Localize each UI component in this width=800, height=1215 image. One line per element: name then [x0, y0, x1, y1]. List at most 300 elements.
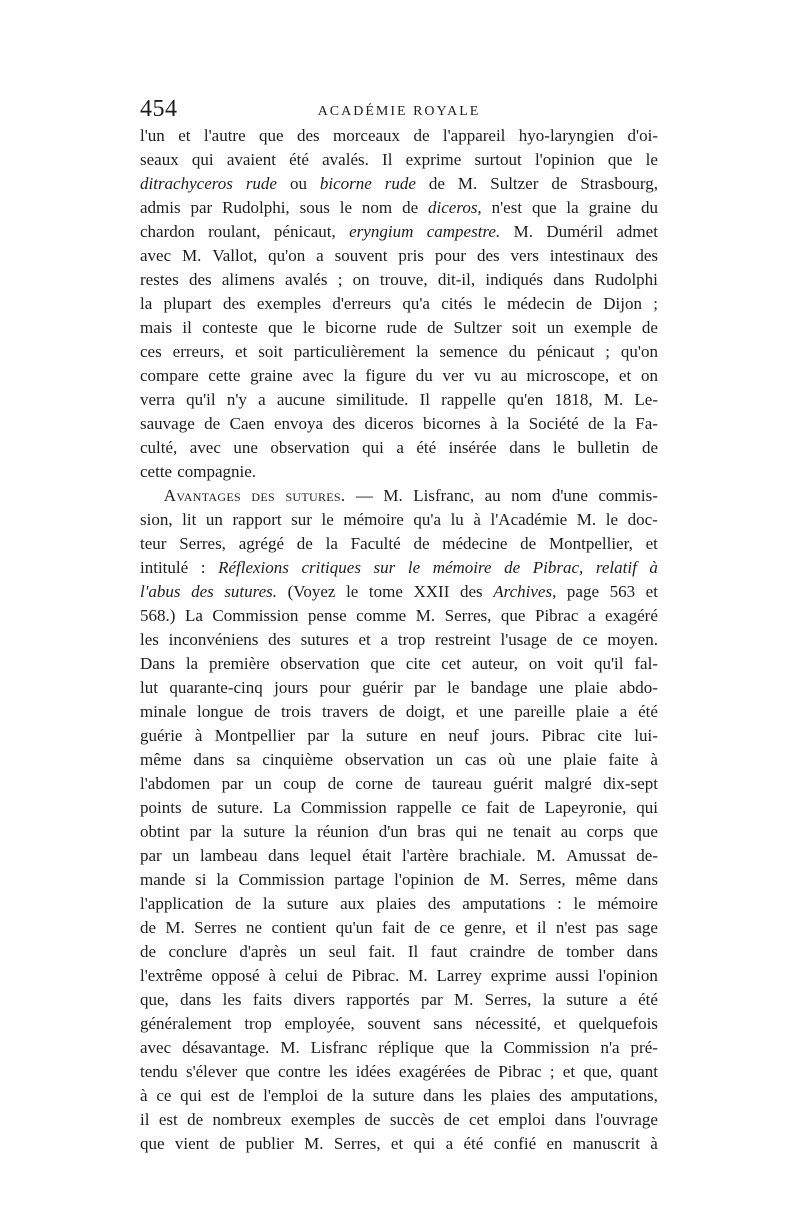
word: de [520, 534, 537, 553]
word: voit [556, 654, 584, 673]
word: ; [605, 342, 610, 361]
word: de [254, 702, 271, 721]
word: et [645, 582, 658, 601]
word: le [447, 678, 460, 697]
word: n'est [555, 918, 587, 937]
word: le [321, 510, 334, 529]
text-line [140, 292, 658, 316]
word: pré- [630, 1038, 658, 1057]
word: de [414, 918, 431, 937]
word: l'abdomen [140, 774, 211, 793]
word: d'oi- [627, 126, 658, 145]
word: verra [140, 390, 175, 409]
word: a [619, 990, 627, 1009]
word: avec [189, 438, 221, 457]
word: que, [140, 990, 169, 1009]
word: teur [140, 534, 167, 553]
word: que [633, 822, 658, 841]
word: de [427, 318, 444, 337]
word: alimens [221, 270, 275, 289]
word: de [413, 534, 430, 553]
word: il [537, 918, 547, 937]
word: obtint [140, 822, 180, 841]
word: d'erreurs [332, 294, 392, 313]
word: est [210, 1086, 230, 1105]
word: suture [366, 726, 408, 745]
word: rude [384, 174, 416, 193]
word: nom [361, 198, 393, 217]
word: bras [417, 822, 446, 841]
word: l'extrême [140, 966, 203, 985]
word: erreurs, [172, 342, 225, 361]
word: nom [511, 486, 542, 505]
word: souvent [367, 1014, 421, 1033]
word: n'a [600, 1038, 620, 1057]
body-text [140, 124, 658, 1156]
word: la [185, 654, 199, 673]
word: semence [439, 342, 498, 361]
word: cet [469, 1110, 489, 1129]
word: diceros [364, 414, 414, 433]
word: morceaux [333, 126, 401, 145]
text-line [140, 676, 658, 700]
word: l'opinion [598, 966, 658, 985]
word: admis [140, 198, 181, 217]
word: Caen [229, 414, 265, 433]
word: M. [457, 174, 478, 193]
word: réunion [316, 822, 369, 841]
word: des [427, 894, 451, 913]
word: de [187, 1110, 204, 1129]
word: nécessité, [475, 1014, 541, 1033]
word: est [158, 1110, 178, 1129]
word: sauvage [140, 414, 195, 433]
word: avaient [226, 150, 276, 169]
word: qui [191, 150, 214, 169]
word: Fa- [635, 414, 658, 433]
word: dans [626, 870, 658, 889]
word: Pibrac [541, 726, 586, 745]
word: moyen. [607, 630, 658, 649]
word: lui- [634, 726, 658, 745]
word: microscope, [526, 366, 610, 385]
word: Lapeyronie, [544, 798, 627, 817]
word: sutures [300, 630, 349, 649]
word: nombreux [212, 1110, 282, 1129]
word: XXII [413, 582, 450, 601]
word: ce [461, 798, 477, 817]
word: le [339, 198, 353, 217]
word: mémoire [432, 558, 492, 577]
word: M. [304, 1134, 324, 1153]
word: rapportés [346, 990, 410, 1009]
word: que [370, 654, 395, 673]
word: Archives, [493, 582, 557, 601]
word: exagéré [605, 606, 658, 625]
word: et [235, 342, 248, 361]
word: de [238, 1086, 255, 1105]
word: pas [595, 918, 619, 937]
word: 563 [609, 582, 636, 601]
word: par [307, 726, 330, 745]
word: à [650, 1134, 658, 1153]
text-line [140, 436, 658, 460]
word: ditrachyceros [140, 174, 233, 193]
word: et [358, 630, 371, 649]
word: corps [586, 822, 624, 841]
text-line [140, 1012, 658, 1036]
word: et [618, 366, 632, 385]
word: Rudolphi, [222, 198, 290, 217]
word: rude [386, 318, 417, 337]
word: particulièrement [293, 342, 406, 361]
word: faite [608, 750, 639, 769]
word: Pibrac [535, 606, 579, 625]
word: observation [270, 438, 350, 457]
word: La [273, 798, 291, 817]
word: Société [528, 414, 579, 433]
word: Dans [140, 654, 175, 673]
word: Larrey [436, 966, 482, 985]
word: dans [193, 750, 225, 769]
word: il [140, 1110, 150, 1129]
word: aucune [276, 390, 325, 409]
word: aux [340, 894, 365, 913]
word: l'Académie [490, 510, 568, 529]
word: M. [280, 1038, 300, 1057]
word: figure [365, 366, 406, 385]
word: observation [344, 750, 425, 769]
word: 568.) [140, 606, 176, 625]
word: que [268, 318, 293, 337]
word: Serres, [179, 534, 226, 553]
text-line [140, 724, 658, 748]
word: Duméril [546, 222, 604, 241]
text-line [140, 700, 658, 724]
word: Commission [300, 798, 387, 817]
word: trois [280, 702, 312, 721]
word: sur [373, 558, 396, 577]
word: Montpellier [214, 726, 296, 745]
word: emploi [498, 1110, 546, 1129]
word: par [420, 990, 443, 1009]
word: bicornes [423, 414, 481, 433]
word: cet [441, 654, 462, 673]
word: a [258, 390, 266, 409]
text-line [140, 220, 658, 244]
word: fait. [368, 942, 396, 961]
word: M. [165, 918, 185, 937]
word: : [557, 894, 562, 913]
word: conclure [168, 942, 227, 961]
word: La [184, 606, 203, 625]
word: vu [473, 366, 491, 385]
text-line [140, 844, 658, 868]
word: de [219, 1134, 236, 1153]
word: les [463, 1086, 482, 1105]
word: cette [140, 462, 173, 481]
word: cette [208, 366, 241, 385]
word: surtout [474, 150, 522, 169]
word: des [268, 630, 291, 649]
word: a [445, 1134, 454, 1153]
word: trop [397, 630, 426, 649]
word: Il [382, 150, 393, 169]
word: cinquième [262, 750, 334, 769]
word: un [254, 774, 272, 793]
word: sutures. [285, 486, 346, 505]
word: employée, [284, 1014, 355, 1033]
word: graine [588, 198, 632, 217]
word: Pibrac, [532, 558, 584, 577]
word: la [325, 534, 338, 553]
text-line [140, 580, 658, 604]
word: Avantages [163, 486, 241, 505]
word: n'y [226, 390, 247, 409]
word: a [316, 246, 324, 265]
word: seaux [140, 150, 179, 169]
word: : [200, 558, 206, 577]
word: qu'on [268, 246, 306, 265]
word: et [178, 126, 191, 145]
word: sa [236, 750, 251, 769]
word: lit [182, 510, 197, 529]
word: de [140, 918, 157, 937]
word: divers [293, 990, 335, 1009]
word: abdo- [619, 678, 658, 697]
word: le [552, 438, 566, 457]
word: de [140, 942, 157, 961]
word: taureau [431, 774, 482, 793]
word: dans [553, 270, 585, 289]
word: bandage [470, 678, 528, 697]
word: et [515, 918, 528, 937]
text-line [140, 364, 658, 388]
word: Montpellier, [548, 534, 633, 553]
word: de [518, 798, 535, 817]
word: à [194, 726, 203, 745]
word: dans [423, 1086, 455, 1105]
word: doigt, [405, 702, 446, 721]
word: été [463, 1134, 484, 1153]
word: des [222, 294, 246, 313]
word: ou [289, 174, 307, 193]
text-line [140, 916, 658, 940]
word: culté, [140, 438, 178, 457]
word: ; [653, 294, 658, 313]
word: une [478, 702, 504, 721]
word: les [140, 630, 159, 649]
word: été [416, 438, 437, 457]
word: Pibrac [498, 1062, 542, 1081]
word: une [538, 678, 564, 697]
word: jours [274, 678, 309, 697]
word: suture [243, 822, 285, 841]
word: plaies [376, 894, 417, 913]
word: Sultzer [453, 318, 502, 337]
word: de [537, 942, 554, 961]
word: la [613, 414, 626, 433]
word: par [189, 822, 212, 841]
word: sage [627, 918, 658, 937]
word: ces [140, 342, 162, 361]
word: de [191, 798, 208, 817]
word: ce [582, 630, 598, 649]
word: plaie [575, 702, 609, 721]
word: lu [450, 510, 464, 529]
word: craindre [469, 942, 526, 961]
text-line [140, 1060, 658, 1084]
word: mais [140, 318, 173, 337]
word: rapport [232, 510, 282, 529]
word: confié [493, 1134, 537, 1153]
word: faits [252, 990, 283, 1009]
text-line [140, 940, 658, 964]
word: que [500, 606, 526, 625]
text-line [140, 748, 658, 772]
word: brachiale. [459, 846, 526, 865]
word: celui [284, 966, 318, 985]
word: succès [389, 1110, 435, 1129]
word: intestinaux [549, 246, 625, 265]
word: pense [307, 606, 347, 625]
word: les [328, 1062, 348, 1081]
word: pour [319, 678, 351, 697]
word: une [233, 438, 258, 457]
word: à [650, 750, 658, 769]
word: d'après [239, 942, 287, 961]
word: rappelle [396, 798, 452, 817]
word: pénicaut [536, 342, 595, 361]
word: la [140, 294, 153, 313]
text-line [140, 1132, 658, 1156]
word: soit [258, 342, 283, 361]
word: Amussat [566, 846, 626, 865]
word: la [566, 198, 579, 217]
word: désavantage. [182, 1038, 270, 1057]
word: cite [597, 726, 622, 745]
word: qu'il [593, 654, 624, 673]
word: opposé [211, 966, 260, 985]
word: qu'on [620, 342, 658, 361]
text-line [140, 964, 658, 988]
text-line [140, 532, 658, 556]
word: et [390, 1134, 404, 1153]
word: en [420, 726, 437, 745]
word: faut [430, 942, 458, 961]
word: guérir [362, 678, 403, 697]
word: ne [487, 822, 504, 841]
word: de [551, 174, 568, 193]
word: fal- [634, 654, 658, 673]
word: exagérées [398, 1062, 466, 1081]
word: du [415, 366, 433, 385]
word: Sultzer [490, 174, 539, 193]
word: suture [566, 990, 608, 1009]
word: amputations, [570, 1086, 658, 1105]
word: Réflexions [218, 558, 289, 577]
word: Faculté [350, 534, 401, 553]
word: le [573, 894, 586, 913]
word: dans [554, 1110, 586, 1129]
word: indiqués [485, 270, 543, 289]
word: n'est [491, 198, 523, 217]
word: par [140, 846, 162, 865]
word: on [640, 366, 658, 385]
word: de [326, 1086, 343, 1105]
word: l'autre [203, 126, 246, 145]
word: qui [413, 1134, 436, 1153]
word: été [638, 702, 658, 721]
word: à [140, 1086, 148, 1105]
word: que [245, 1062, 270, 1081]
word: un [436, 750, 454, 769]
word: M. [383, 486, 403, 505]
word: lut [140, 678, 158, 697]
word: du [508, 342, 526, 361]
word: seul [328, 942, 357, 961]
word: l'usage [500, 630, 547, 649]
word: trouve, [379, 270, 428, 289]
word: le [407, 558, 421, 577]
word: qu'un [335, 918, 373, 937]
word: Dijon [603, 294, 642, 313]
word: de [326, 966, 343, 985]
word: dit-il, [437, 270, 476, 289]
word: neuf [448, 726, 479, 745]
word: envoya [273, 414, 324, 433]
word: de [327, 774, 344, 793]
word: graine [250, 366, 293, 385]
word: avalés. [322, 150, 369, 169]
word: mande [140, 870, 186, 889]
word: Il [407, 942, 419, 961]
word: l'artère [401, 846, 449, 865]
word: M. [536, 846, 556, 865]
text-line [140, 652, 658, 676]
text-line [140, 484, 658, 508]
word: même [575, 870, 617, 889]
word: dix-sept [603, 774, 658, 793]
word: a [587, 606, 596, 625]
word: Lisfranc [310, 1038, 368, 1057]
word: une [527, 750, 552, 769]
word: quarante-cinq [169, 678, 263, 697]
word: travers [321, 702, 369, 721]
text-line [140, 244, 658, 268]
word: quant [620, 1062, 658, 1081]
word: Serres, [333, 1134, 381, 1153]
word: qui [455, 822, 478, 841]
word: Serres, [444, 606, 492, 625]
word: agrégé [238, 534, 285, 553]
word: idées [355, 1062, 391, 1081]
word: suture [286, 894, 329, 913]
word: M. [408, 966, 428, 985]
word: d'un [378, 822, 408, 841]
word: de [641, 438, 658, 457]
word: l'abus [140, 582, 181, 601]
word: au [484, 486, 501, 505]
word: Le- [634, 390, 658, 409]
word: jours. [490, 726, 530, 745]
word: a [619, 702, 628, 721]
text-line [140, 340, 658, 364]
word: que [444, 1038, 470, 1057]
word: cas [464, 750, 487, 769]
word: comme [356, 606, 407, 625]
text-line [140, 508, 658, 532]
